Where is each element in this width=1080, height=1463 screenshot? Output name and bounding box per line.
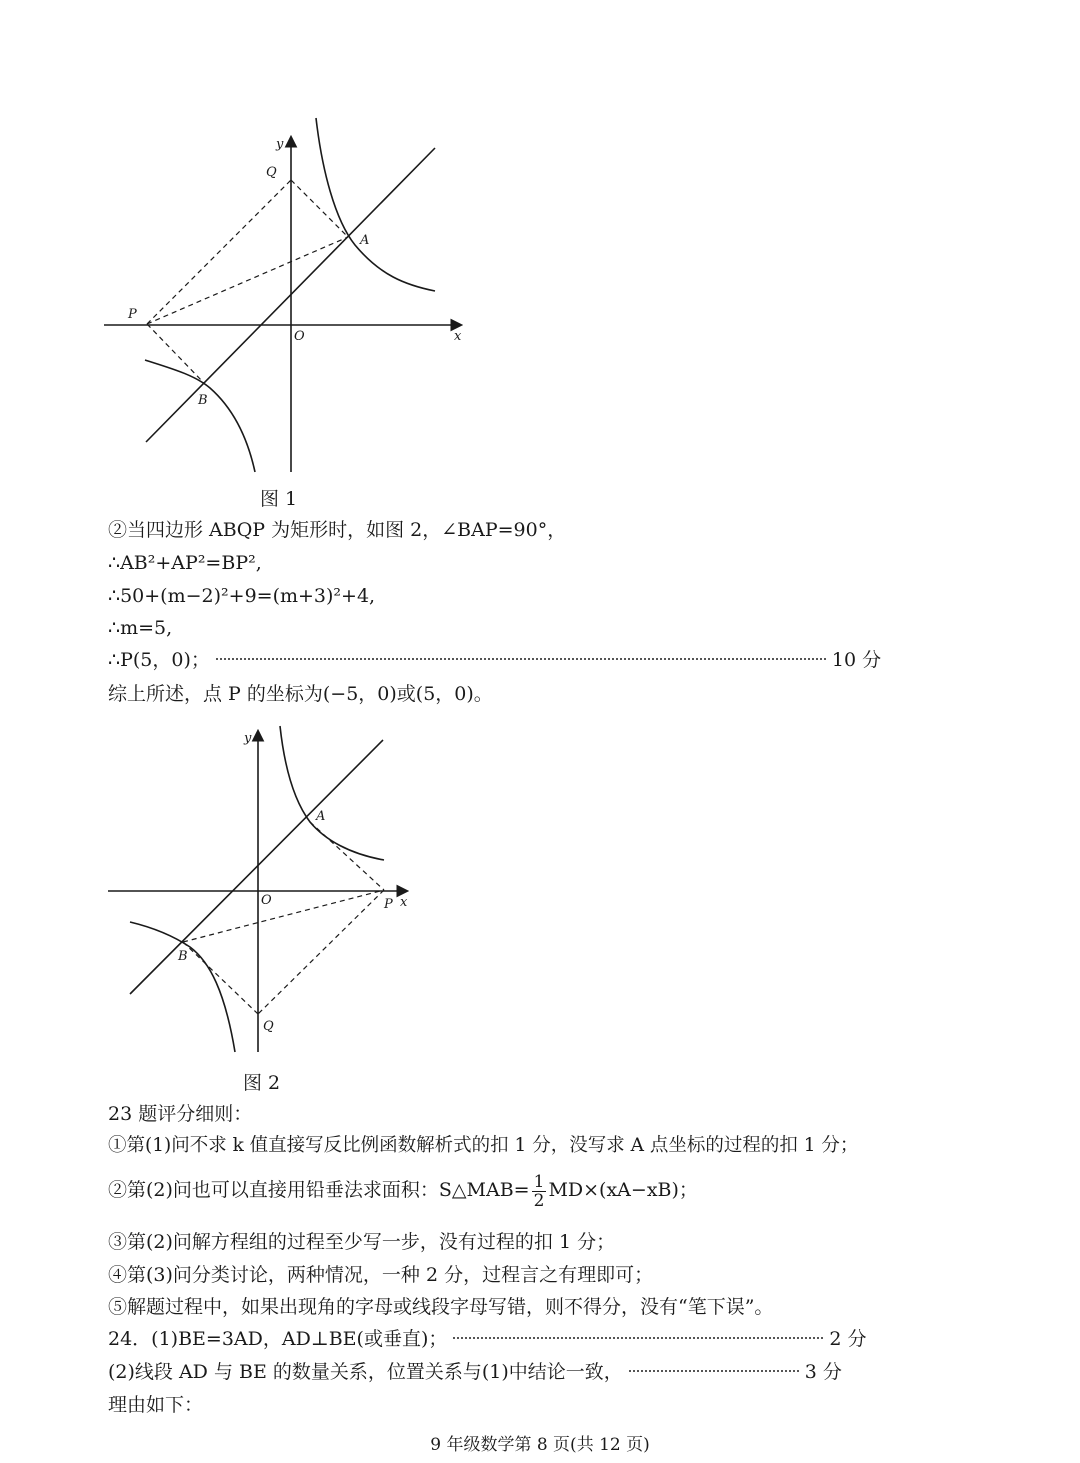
equation-4-score: 10 分: [831, 649, 882, 671]
hyperbola-branch-2: [130, 922, 235, 1052]
label-p: P: [128, 307, 137, 322]
label-y: y: [244, 731, 252, 746]
figure-2-caption: 图 2: [243, 1072, 281, 1094]
q24-part-1: 24．(1)BE=3AD，AD⊥BE(或垂直)；: [108, 1328, 448, 1350]
segment-pq: [147, 180, 291, 324]
rubric-item-2-prefix: ②第(2)问也可以直接用铅垂法求面积：S△MAB=: [108, 1179, 530, 1201]
fraction-denominator: 2: [533, 1190, 545, 1211]
label-x: x: [454, 329, 462, 344]
label-b: B: [198, 393, 208, 408]
label-b: B: [178, 949, 188, 964]
q24-reason: 理由如下：: [108, 1394, 204, 1416]
leader-dots: [216, 658, 826, 660]
hyperbola-branch-1: [280, 726, 384, 860]
line-ab: [130, 740, 383, 994]
label-origin: O: [294, 329, 305, 344]
equation-2: ∴50+(m−2)²+9=(m+3)²+4,: [108, 585, 376, 607]
fraction-one-half: [532, 1173, 547, 1210]
segment-qa: [291, 180, 348, 237]
segment-bq: [183, 942, 258, 1014]
rubric-item-1: ①第(1)问不求 k 值直接写反比例函数解析式的扣 1 分，没写求 A 点坐标的过程的扣 1 分；: [108, 1135, 859, 1156]
label-q: Q: [266, 165, 277, 180]
leader-dots: [453, 1337, 823, 1339]
label-a: A: [316, 809, 326, 824]
label-a: A: [360, 233, 370, 248]
label-origin: O: [261, 893, 272, 908]
figure-2: [100, 722, 420, 1057]
segment-pq: [258, 890, 384, 1014]
case2-intro: ②当四边形 ABQP 为矩形时，如图 2，∠BAP=90°，: [108, 519, 567, 541]
q24-part-1-score: 2 分: [829, 1328, 867, 1350]
equation-3: ∴m=5,: [108, 617, 173, 639]
label-x: x: [400, 895, 408, 910]
equation-1: ∴AB²+AP²=BP²,: [108, 552, 262, 574]
rubric-item-5: ⑤解题过程中，如果出现角的字母或线段字母写错，则不得分，没有“笔下误”。: [108, 1296, 774, 1318]
label-y: y: [276, 137, 284, 152]
segment-pa: [147, 237, 348, 324]
rubric-title: 23 题评分细则：: [108, 1103, 253, 1125]
rubric-item-4: ④第(3)问分类讨论，两种情况，一种 2 分，过程言之有理即可；: [108, 1264, 654, 1286]
segment-pb: [147, 324, 204, 383]
equation-4: ∴P(5，0)；: [108, 649, 210, 671]
label-p: P: [384, 897, 393, 912]
label-q: Q: [263, 1019, 274, 1034]
figure-1-caption: 图 1: [260, 488, 298, 510]
segment-bp: [183, 890, 384, 942]
summary: 综上所述，点 P 的坐标为(−5，0)或(5，0)。: [108, 683, 493, 705]
figure-1: [100, 110, 480, 480]
figure-2-graph: [100, 722, 420, 1057]
fraction-numerator: 1: [533, 1171, 545, 1192]
rubric-item-3: ③第(2)问解方程组的过程至少写一步，没有过程的扣 1 分；: [108, 1231, 616, 1253]
leader-dots: [629, 1370, 799, 1372]
q24-part-2-score: 3 分: [804, 1361, 842, 1383]
hyperbola-branch-2: [145, 360, 255, 472]
page-footer: 9 年级数学第 8 页(共 12 页): [430, 1435, 650, 1455]
rubric-item-2: [108, 1170, 698, 1210]
equation-4-row: [108, 648, 881, 672]
q24-part-2: (2)线段 AD 与 BE 的数量关系，位置关系与(1)中结论一致，: [108, 1361, 623, 1383]
hyperbola-branch-1: [316, 118, 435, 291]
q24-part-2-row: [108, 1360, 842, 1384]
figure-1-graph: [100, 110, 480, 480]
q24-part-1-row: [108, 1327, 867, 1351]
rubric-item-2-suffix: MD×(xA−xB)；: [548, 1179, 698, 1201]
